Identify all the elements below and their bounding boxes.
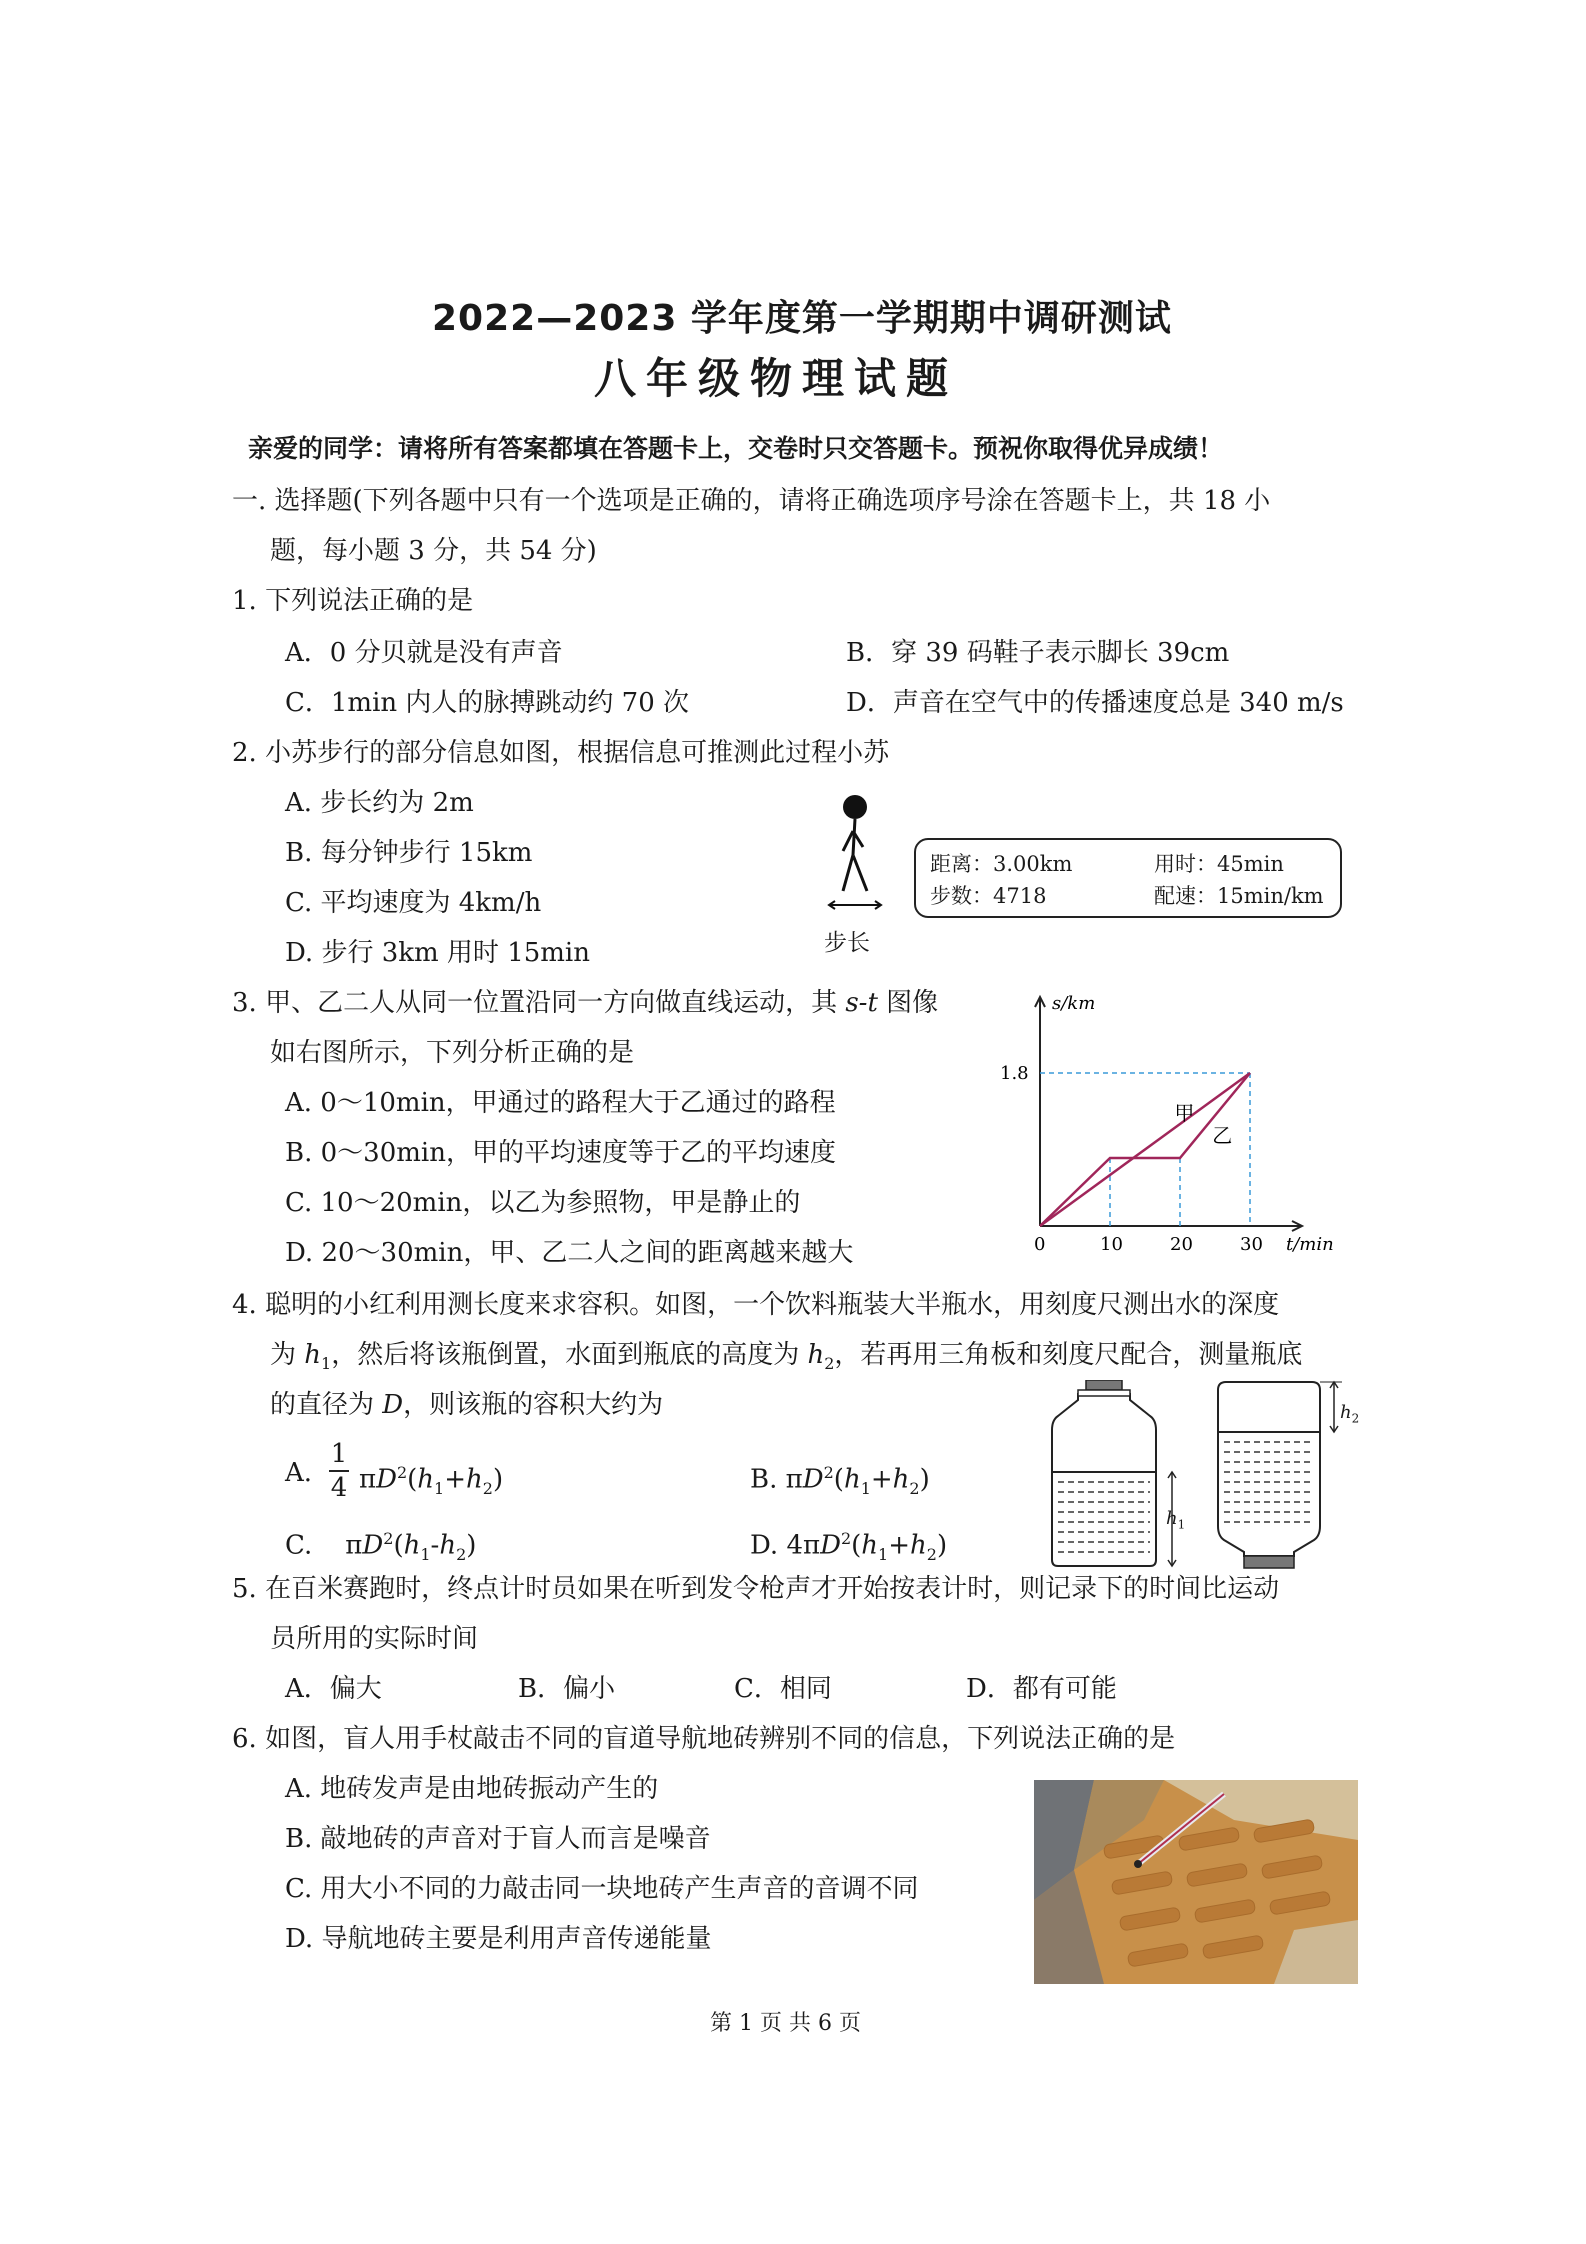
q4-a-label: A. bbox=[285, 1458, 313, 1488]
sub-1: 1 bbox=[878, 1544, 889, 1564]
q1-option-b: B．穿 39 码鞋子表示脚长 39cm bbox=[846, 638, 1230, 668]
var-h: h bbox=[403, 1530, 421, 1561]
sub-1: 1 bbox=[420, 1544, 431, 1564]
open-h: ( bbox=[393, 1530, 404, 1561]
walking-stats-card bbox=[914, 838, 1342, 918]
var-h: h bbox=[417, 1464, 435, 1495]
q4-l2-text-c: ，若再用三角板和刻度尺配合，测量瓶底 bbox=[834, 1340, 1303, 1370]
x-tick-label: 10 bbox=[1100, 1234, 1123, 1255]
sup-2: 2 bbox=[823, 1463, 834, 1482]
q1-option-a: A．0 分贝就是没有声音 bbox=[285, 638, 563, 668]
sub-1: 1 bbox=[321, 1354, 332, 1374]
y-tick-label: 1.8 bbox=[1000, 1063, 1029, 1084]
q4-b-label: B. bbox=[750, 1464, 778, 1495]
var-D: D bbox=[376, 1464, 397, 1495]
q3-option-c: C. 10～20min，以乙为参照物，甲是静止的 bbox=[285, 1188, 801, 1218]
q6-stem: 6. 如图，盲人用手杖敲击不同的盲道导航地砖辨别不同的信息，下列说法正确的是 bbox=[232, 1724, 1176, 1754]
plus: + bbox=[444, 1464, 467, 1495]
q5-option-d: D．都有可能 bbox=[966, 1674, 1117, 1704]
q2-option-c: C. 平均速度为 4km/h bbox=[285, 888, 542, 918]
sub-2: 2 bbox=[456, 1544, 467, 1564]
sub-2: 2 bbox=[909, 1478, 920, 1498]
q4-line2 bbox=[270, 1338, 1302, 1381]
q3-stem-text-a: 3. 甲、乙二人从同一位置沿同一方向做直线运动，其 bbox=[232, 988, 846, 1018]
series-line-jia bbox=[1040, 1073, 1250, 1226]
step-length-label: 步长 bbox=[824, 930, 870, 956]
x-tick-label: 0 bbox=[1034, 1234, 1046, 1255]
q4-option-c bbox=[285, 1522, 476, 1572]
var-D: D bbox=[802, 1464, 824, 1495]
sup-2: 2 bbox=[396, 1463, 408, 1482]
pi: π bbox=[359, 1464, 377, 1495]
q6-option-a: A. 地砖发声是由地砖振动产生的 bbox=[285, 1774, 659, 1804]
x-tick-label: 20 bbox=[1170, 1234, 1193, 1255]
section-heading-line2: 题，每小题 3 分，共 54 分) bbox=[270, 536, 597, 566]
q4-option-b bbox=[750, 1456, 930, 1506]
q5-option-a: A．偏大 bbox=[285, 1674, 382, 1704]
fraction-denominator: 4 bbox=[330, 1473, 348, 1503]
pi: π bbox=[345, 1530, 363, 1561]
q5-line1: 5. 在百米赛跑时，终点计时员如果在听到发令枪声才开始按表计时，则记录下的时间比运动 bbox=[232, 1574, 1280, 1604]
q2-option-d: D. 步行 3km 用时 15min bbox=[285, 938, 590, 968]
q4-line1: 4. 聪明的小红利用测长度来求容积。如图，一个饮料瓶装大半瓶水，用刻度尺测出水的深度 bbox=[232, 1290, 1280, 1320]
q6-option-b: B. 敲地砖的声音对于盲人而言是噪音 bbox=[285, 1824, 711, 1854]
sup-2: 2 bbox=[840, 1529, 852, 1548]
q5-line2: 员所用的实际时间 bbox=[270, 1624, 479, 1654]
var-h: h bbox=[1166, 1508, 1178, 1529]
open-h: ( bbox=[407, 1464, 418, 1495]
open-h: ( bbox=[851, 1530, 862, 1561]
q6-option-d: D. 导航地砖主要是利用声音传递能量 bbox=[285, 1924, 712, 1954]
q3-option-d: D. 20～30min，甲、乙二人之间的距离越来越大 bbox=[285, 1238, 854, 1268]
q2-option-b: B. 每分钟步行 15km bbox=[285, 838, 533, 868]
sub-1: 1 bbox=[860, 1478, 871, 1498]
q5-option-b: B．偏小 bbox=[518, 1674, 616, 1704]
sub-2: 2 bbox=[1351, 1411, 1360, 1426]
q4-a-fraction bbox=[329, 1438, 349, 1504]
close: ) bbox=[466, 1530, 477, 1561]
series-label-yi: 乙 bbox=[1212, 1123, 1233, 1148]
exam-title: 2022—2023 学年度第一学期期中调研测试 bbox=[432, 298, 1172, 339]
sub-2: 2 bbox=[926, 1544, 937, 1564]
close: ) bbox=[919, 1464, 930, 1495]
pi: π bbox=[785, 1464, 803, 1495]
sup-2: 2 bbox=[383, 1529, 394, 1548]
stat-steps: 步数：4718 bbox=[930, 884, 1047, 908]
stat-distance: 距离：3.00km bbox=[930, 852, 1073, 876]
y-axis-label: s/km bbox=[1052, 993, 1096, 1014]
fraction-numerator: 1 bbox=[329, 1438, 349, 1472]
bottles-figure bbox=[1050, 1380, 1370, 1570]
open-h: ( bbox=[833, 1464, 844, 1495]
walker-figure bbox=[815, 795, 895, 915]
var-D: D bbox=[362, 1530, 384, 1561]
sub-2: 2 bbox=[824, 1354, 835, 1374]
q2-option-a: A. 步长约为 2m bbox=[285, 788, 474, 818]
plus: + bbox=[888, 1530, 911, 1561]
bottle-h2-label bbox=[1340, 1402, 1359, 1426]
stat-pace: 配速：15min/km bbox=[1154, 884, 1324, 908]
page-number: 第 1 页 共 6 页 bbox=[710, 2011, 861, 2036]
var-h: h bbox=[466, 1464, 483, 1495]
q1-option-d: D．声音在空气中的传播速度总是 340 m/s bbox=[846, 688, 1344, 718]
var-h: h bbox=[843, 1464, 861, 1495]
exam-notice: 亲爱的同学：请将所有答案都填在答题卡上，交卷时只交答题卡。预祝你取得优异成绩！ bbox=[248, 434, 1224, 463]
q1-stem: 1. 下列说法正确的是 bbox=[232, 586, 474, 616]
q3-stem-line1 bbox=[232, 986, 938, 1020]
q4-a-expr bbox=[359, 1456, 503, 1506]
coef-4pi: 4π bbox=[786, 1530, 821, 1561]
q4-l2-text-a: 为 bbox=[270, 1340, 305, 1370]
section-heading-line1: 一. 选择题(下列各题中只有一个选项是正确的，请将正确选项序号涂在答题卡上，共 18 小 bbox=[232, 486, 1271, 516]
q3-option-a: A. 0～10min，甲通过的路程大于乙通过的路程 bbox=[285, 1088, 836, 1118]
sub-1: 1 bbox=[434, 1478, 445, 1498]
bottle-h1-label bbox=[1166, 1508, 1185, 1532]
q3-stem-text-b: 图像 bbox=[877, 988, 939, 1018]
var-h: h bbox=[861, 1530, 879, 1561]
var-D: D bbox=[382, 1390, 404, 1420]
q4-l3-text-b: ，则该瓶的容积大约为 bbox=[403, 1390, 664, 1420]
st-chart bbox=[990, 985, 1360, 1255]
q4-l3-text-a: 的直径为 bbox=[270, 1390, 383, 1420]
sub-1: 1 bbox=[1177, 1517, 1186, 1532]
var-h: h bbox=[304, 1340, 322, 1370]
stat-time: 用时：45min bbox=[1154, 852, 1284, 876]
var-D: D bbox=[820, 1530, 841, 1561]
q4-c-label: C. bbox=[285, 1530, 313, 1561]
q4-line3 bbox=[270, 1388, 663, 1422]
q2-stem: 2. 小苏步行的部分信息如图，根据信息可推测此过程小苏 bbox=[232, 738, 890, 768]
var-h: h bbox=[892, 1464, 910, 1495]
tactile-paving-photo bbox=[1034, 1780, 1358, 1984]
close: ) bbox=[492, 1464, 504, 1495]
q4-l2-text-b: ，然后将该瓶倒置，水面到瓶底的高度为 bbox=[331, 1340, 808, 1370]
x-tick-label: 30 bbox=[1240, 1234, 1263, 1255]
close: ) bbox=[936, 1530, 948, 1561]
minus: - bbox=[430, 1530, 440, 1561]
q4-option-d bbox=[750, 1522, 947, 1572]
var-h: h bbox=[439, 1530, 457, 1561]
q4-d-label: D. bbox=[750, 1530, 779, 1561]
plus: + bbox=[870, 1464, 893, 1495]
var-h: h bbox=[807, 1340, 825, 1370]
series-label-jia: 甲 bbox=[1174, 1100, 1195, 1125]
q6-option-c: C. 用大小不同的力敲击同一块地砖产生声音的音调不同 bbox=[285, 1874, 919, 1904]
q3-option-b: B. 0～30min，甲的平均速度等于乙的平均速度 bbox=[285, 1138, 836, 1168]
q5-option-c: C．相同 bbox=[734, 1674, 832, 1704]
q3-st-variable: s-t bbox=[845, 988, 878, 1018]
exam-subtitle: 八年级物理试题 bbox=[594, 354, 959, 403]
q1-option-c: C．1min 内人的脉搏跳动约 70 次 bbox=[285, 688, 690, 718]
q3-stem-line2: 如右图所示，下列分析正确的是 bbox=[270, 1038, 635, 1068]
var-h: h bbox=[910, 1530, 927, 1561]
sub-2: 2 bbox=[482, 1478, 493, 1498]
var-h: h bbox=[1340, 1402, 1352, 1423]
x-axis-label: t/min bbox=[1286, 1234, 1334, 1255]
